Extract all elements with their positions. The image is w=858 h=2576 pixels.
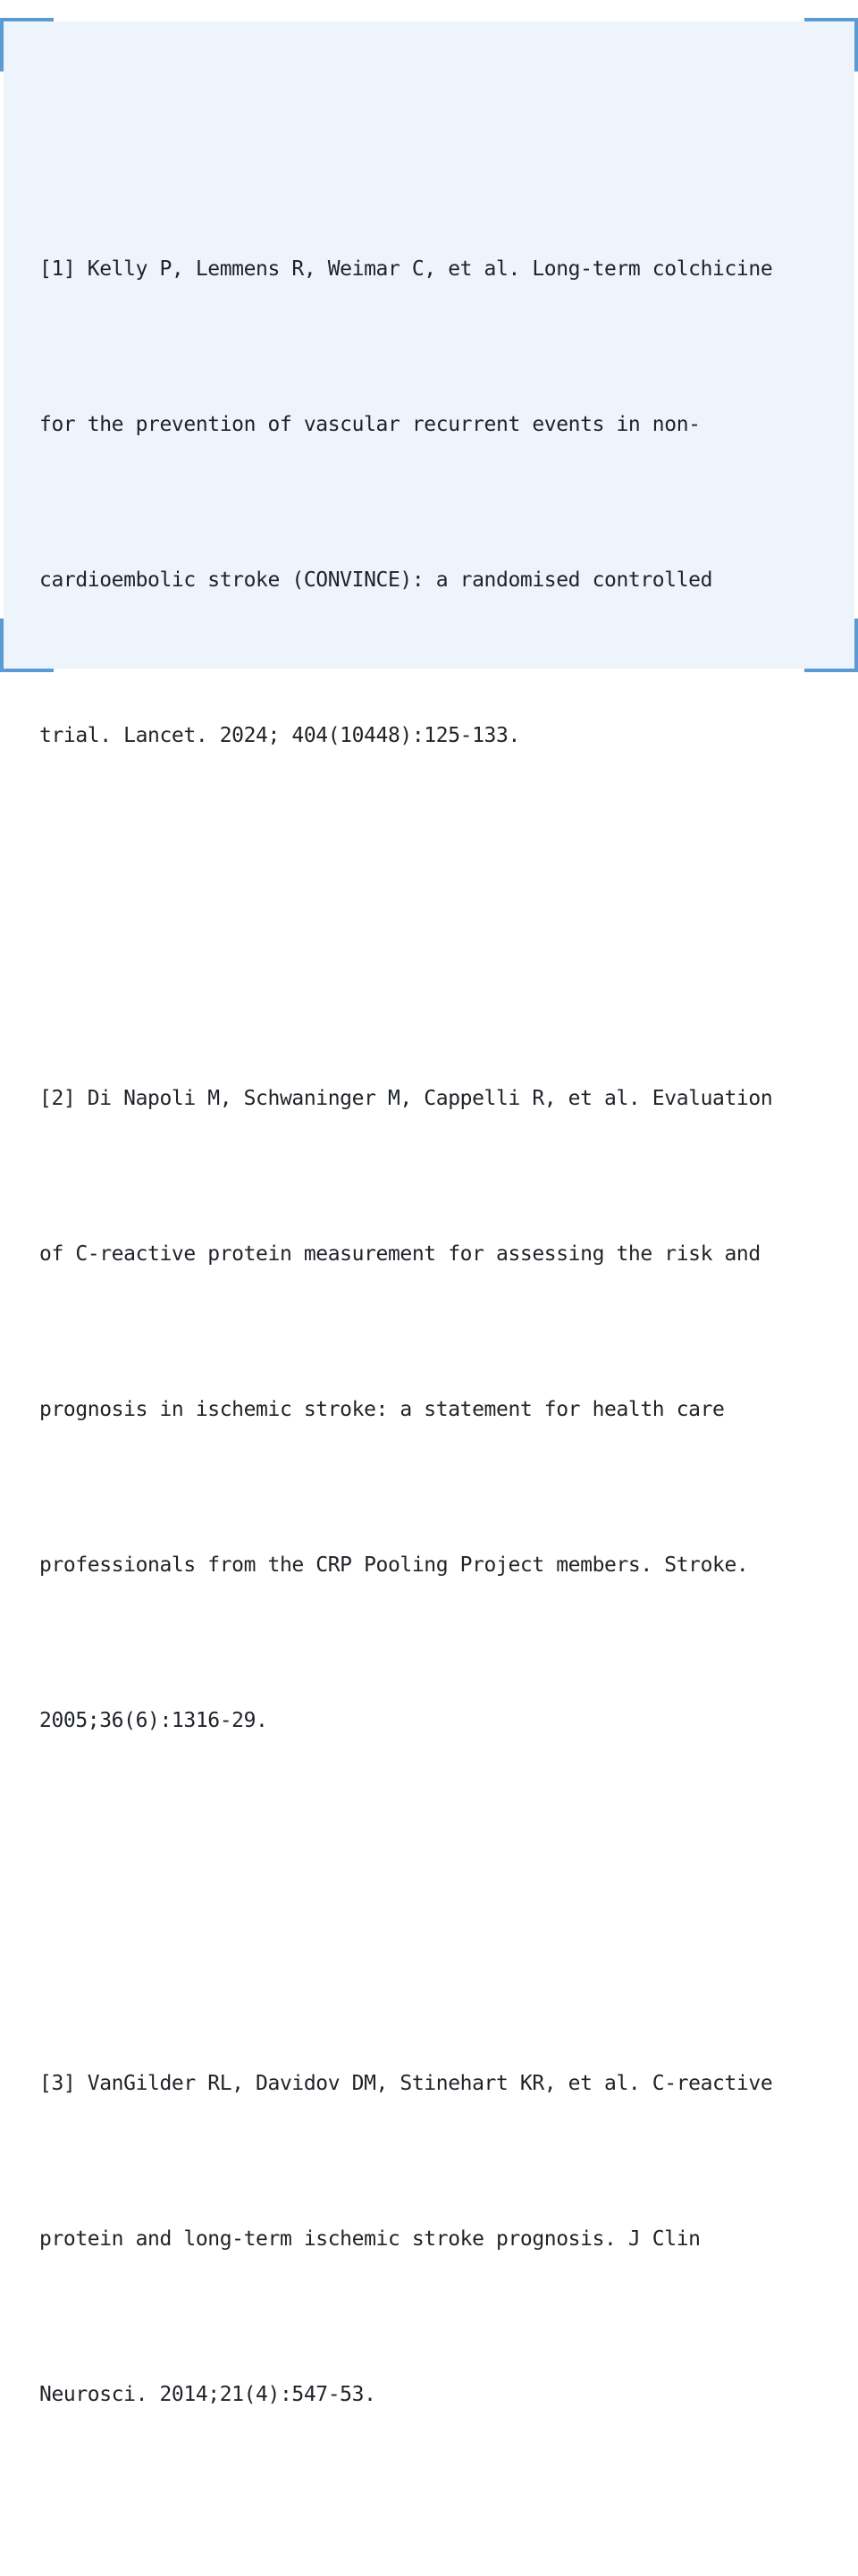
- reference-line: [1] Kelly P, Lemmens R, Weimar C, et al. Long-term colchicine: [39, 257, 773, 281]
- reference-line: cardioembolic stroke (CONVINCE): a randomised controlled: [39, 568, 713, 592]
- reference-item: [39, 969, 819, 1850]
- reference-line: [3] VanGilder RL, Davidov DM, Stinehart KR, et al. C-reactive: [39, 2072, 773, 2095]
- reference-line: professionals from the CRP Pooling Project members. Stroke.: [39, 1553, 749, 1577]
- reference-line: Neurosci. 2014;21(4):547-53.: [39, 2383, 376, 2406]
- reference-line: of C-reactive protein measurement for assessing the risk and: [39, 1242, 761, 1266]
- reference-line: [2] Di Napoli M, Schwaninger M, Cappelli R, et al. Evaluation: [39, 1087, 773, 1110]
- reference-line: prognosis in ischemic stroke: a statement for health care: [39, 1398, 725, 1421]
- reference-line: trial. Lancet. 2024; 404(10448):125-133.: [39, 724, 520, 747]
- reference-item: [39, 1954, 819, 2524]
- reference-line: 2005;36(6):1316-29.: [39, 1709, 268, 1732]
- reference-list: [39, 36, 819, 2576]
- reference-line: protein and long-term ischemic stroke prognosis. J Clin: [39, 2227, 701, 2251]
- reference-line: for the prevention of vascular recurrent events in non-: [39, 413, 701, 436]
- reference-item: [39, 139, 819, 865]
